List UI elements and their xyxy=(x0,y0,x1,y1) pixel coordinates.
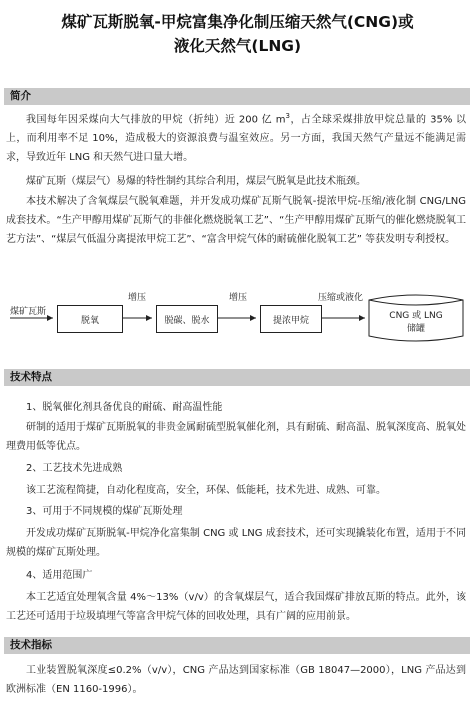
section-heading-specs: 技术指标 xyxy=(4,637,470,654)
feature-4-title: 4、适用范围广 xyxy=(26,570,93,581)
flow-label-compress-liquefy: 压缩或液化 xyxy=(318,293,364,303)
tank-label-line-2: 储罐 xyxy=(406,324,425,334)
feature-1-body: 研制的适用于煤矿瓦斯脱氧的非贵金属耐硫型脱氧催化剂，具有耐硫、耐高温、脱氧深度高、脱氧处理费用低等优点。 xyxy=(6,422,466,452)
flow-label-pressurize-1: 增压 xyxy=(128,293,147,303)
intro-paragraph-2: 煤矿瓦斯（煤层气）易爆的特性制约其综合利用，煤层气脱氧是此技术瓶颈。 xyxy=(26,176,366,187)
title-line-2: 液化天然气(LNG) xyxy=(173,37,302,55)
feature-2-title: 2、工艺技术先进成熟 xyxy=(26,463,123,474)
intro-p1-superscript: 3 xyxy=(285,112,290,120)
flow-box-deoxygenation: 脱氧 xyxy=(57,305,123,333)
feature-3-body: 开发成功煤矿瓦斯脱氧-甲烷净化富集制 CNG 或 LNG 成套技术，还可实现撬装化布置，适用于不同规模的煤矿瓦斯处理。 xyxy=(6,528,466,558)
flow-box-methane-enrichment: 提浓甲烷 xyxy=(260,305,322,333)
flow-label-pressurize-2: 增压 xyxy=(229,293,248,303)
flow-input-label: 煤矿瓦斯 xyxy=(10,307,47,317)
section-heading-intro: 简介 xyxy=(4,88,470,105)
feature-3-title: 3、可用于不同规模的煤矿瓦斯处理 xyxy=(26,506,183,517)
title-line-1: 煤矿瓦斯脱氧-甲烷富集净化制压缩天然气(CNG)或 xyxy=(61,13,414,31)
intro-p1-text-cont: ，占全球采煤排放甲烷总量的 35% 以上，而利用率不足 10%，造成极大的资源浪费与温室效应。另一方面，我国天然气产量远不能满足需求，导致近年 LNG 和天然气进口量大增。 xyxy=(6,114,466,164)
specs-body: 工业装置脱氧深度≤0.2%（v/v），CNG 产品达到国家标准（GB 18047—2000），LNG 产品达到欧洲标准（EN 1160-1996）。 xyxy=(6,665,466,695)
tank-label-line-1: CNG 或 LNG xyxy=(389,311,443,321)
feature-4-body: 本工艺适宜处理氧含量 4%～13%（v/v）的含氧煤层气，适合我国煤矿排放瓦斯的特点。此外，该工艺还可适用于垃圾填埋气等富含甲烷气体的回收处理，具有广阔的应用前景。 xyxy=(6,592,466,622)
section-heading-features: 技术特点 xyxy=(4,369,470,386)
feature-1-title: 1、脱氧催化剂具备优良的耐硫、耐高温性能 xyxy=(26,402,223,413)
feature-2-body: 该工艺流程简捷，自动化程度高，安全，环保、低能耗，技术先进、成熟、可靠。 xyxy=(26,485,386,496)
intro-paragraph-3: 本技术解决了含氧煤层气脱氧难题，并开发成功煤矿瓦斯气脱氧-提浓甲烷-压缩/液化制 CNG/LNG 成套技术。“生产甲醇用煤矿瓦斯气的非催化燃烧脱氧工艺”、“生产甲醇用煤矿瓦斯气的催化燃烧脱氧工艺方法”、“煤层气低温分离提浓甲烷工艺”、“富含甲烷气体的耐硫催化脱氧工艺” 等获发明专利授权。 xyxy=(6,196,466,245)
flow-box-decarbonization-dehydration: 脱碳、脱水 xyxy=(156,305,218,333)
intro-p1-text: 我国每年因采煤向大气排放的甲烷（折纯）近 200 亿 m xyxy=(26,114,286,126)
